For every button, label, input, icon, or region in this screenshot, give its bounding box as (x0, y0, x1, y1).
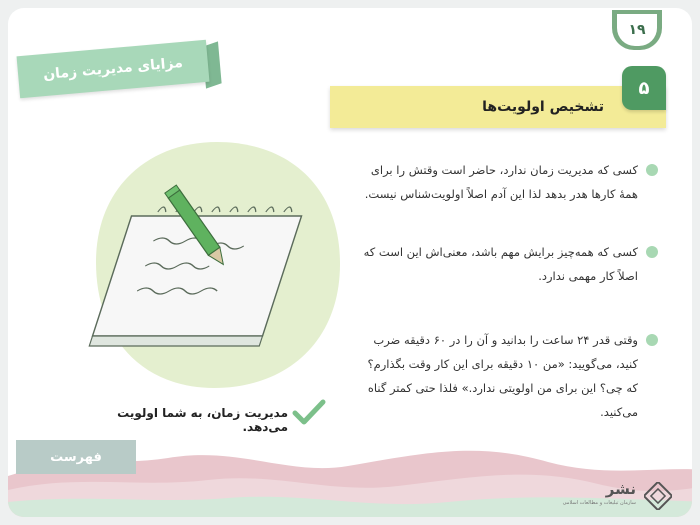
bullet-dot (646, 246, 658, 258)
key-quote: مدیریت زمان، به شما اولویت می‌دهد. (117, 406, 288, 434)
checkmark-icon (292, 398, 326, 426)
logo-mark-icon (644, 482, 672, 510)
notebook-pencil-illustration (88, 136, 346, 394)
section-title: تشخیص اولویت‌ها (482, 99, 604, 115)
topic-title: مزایای مدیریت زمان (42, 54, 184, 84)
page-number: ۱۹ (617, 14, 657, 46)
section-heading-bar (330, 86, 666, 128)
page-number-badge (612, 10, 662, 50)
bullet-text: وقتی قدر ۲۴ ساعت را بدانید و آن را در ۶۰ دقیقه ضرب کنید، می‌گویید: «من ۱۰ دقیقه برای این کار وقت بگذارم؟ که چی؟ این برای من اولویتی ندارد.» فلذا حتی کمتر گناه می‌کنید. (367, 333, 638, 419)
logo-word: نشر (605, 480, 636, 498)
topic-banner (17, 40, 210, 98)
menu-label: فهرست (50, 449, 102, 465)
bullet-item (356, 240, 638, 288)
section-number-badge: ۵ (622, 66, 666, 110)
logo-subtitle: سازمان تبلیغات و مطالعات اسلامی (562, 500, 636, 506)
bullet-text: کسی که همه‌چیز برایش مهم باشد، معنی‌اش این است که اصلاً کار مهمی ندارد. (363, 245, 638, 283)
bullet-text: کسی که مدیریت زمان ندارد، حاضر است وقتش را برای همهٔ کارها هدر بدهد لذا این آدم اصلاً اولویت‌شناس نیست. (364, 163, 638, 201)
bullet-item (356, 158, 638, 206)
menu-button[interactable] (16, 440, 136, 474)
bullet-dot (646, 164, 658, 176)
bullet-item (356, 328, 638, 424)
bullet-dot (646, 334, 658, 346)
slide-card (8, 8, 692, 517)
publisher-logo (562, 478, 678, 514)
